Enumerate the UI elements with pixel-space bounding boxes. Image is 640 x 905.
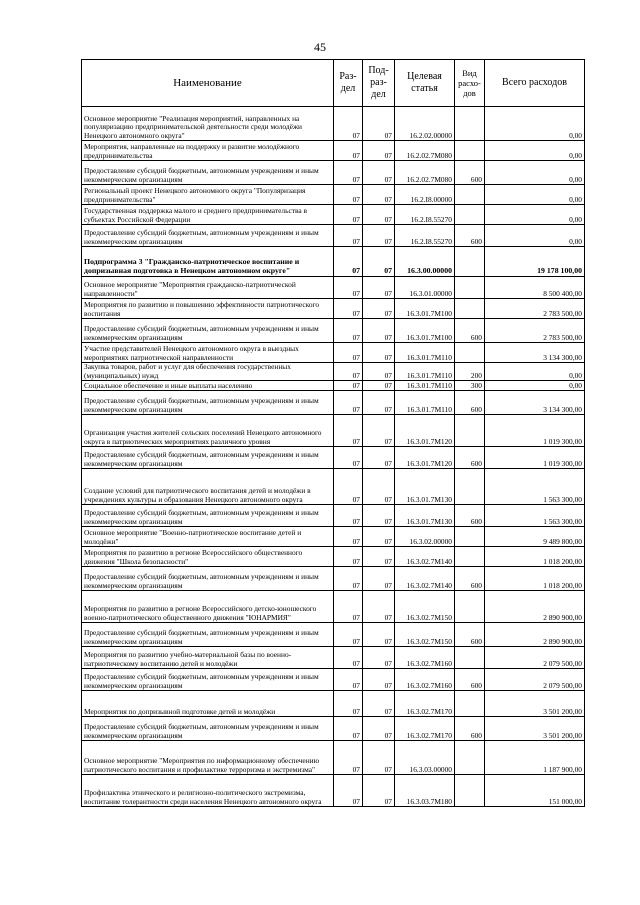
row-podrazdel: 07: [363, 225, 395, 247]
table-row: [82, 591, 585, 623]
row-podrazdel: 07: [363, 505, 395, 527]
row-code: 16.3.02.7М170: [395, 691, 455, 717]
row-name: Основное мероприятие "Реализация мероприятий, направленных на популяризацию предпринимательской деятельности среди молодёжи Ненецкого автономного округа": [82, 107, 334, 141]
row-name: Создание условий для патриотического воспитания детей и молодёжи в учреждениях культуры и образования Ненецкого автономного округа: [82, 469, 334, 505]
row-code: 16.3.02.00000: [395, 527, 455, 547]
row-vid: [455, 141, 485, 161]
row-vid: [455, 185, 485, 205]
header-vid-text: Вид расхо- дов: [458, 68, 481, 98]
table-row: [82, 381, 585, 391]
row-vid: 600: [455, 717, 485, 741]
row-name: Государственная поддержка малого и среднего предпринимательства в субъектах Российской Федерации: [82, 205, 334, 225]
row-podrazdel: 07: [363, 527, 395, 547]
row-podrazdel: 07: [363, 107, 395, 141]
row-vid: [455, 691, 485, 717]
table-row: [82, 363, 585, 381]
row-code: 16.3.03.7М180: [395, 775, 455, 807]
table-row: [82, 205, 585, 225]
row-vid: [455, 469, 485, 505]
header-podrazdel: [363, 60, 395, 107]
row-code: 16.2.02.7М080: [395, 161, 455, 185]
row-razdel: 07: [334, 741, 363, 775]
row-vid: 600: [455, 669, 485, 691]
row-sum: 2 783 500,00: [485, 299, 585, 319]
row-razdel: 07: [334, 669, 363, 691]
row-sum: 1 563 300,00: [485, 469, 585, 505]
row-razdel: 07: [334, 415, 363, 447]
row-vid: [455, 205, 485, 225]
row-name: Мероприятия по развитию в регионе Всероссийского общественного движения "Школа безопасности": [82, 547, 334, 567]
row-name: Мероприятия по развитию учебно-материальной базы по военно-патриотическому воспитанию детей и молодёжи: [82, 647, 334, 669]
row-podrazdel: 07: [363, 343, 395, 363]
row-sum: 0,00: [485, 185, 585, 205]
row-name: Предоставление субсидий бюджетным, автономным учреждениям и иным некоммерческим организациям: [82, 717, 334, 741]
row-code: 16.3.02.7М160: [395, 669, 455, 691]
row-code: 16.3.02.7М170: [395, 717, 455, 741]
row-razdel: 07: [334, 469, 363, 505]
row-code: 16.3.02.7М150: [395, 591, 455, 623]
row-vid: 600: [455, 391, 485, 415]
table-row: [82, 469, 585, 505]
row-podrazdel: 07: [363, 277, 395, 299]
row-code: 16.3.02.7М150: [395, 623, 455, 647]
row-razdel: 07: [334, 691, 363, 717]
table-row: [82, 691, 585, 717]
row-name: Предоставление субсидий бюджетным, автономным учреждениям и иным некоммерческим организациям: [82, 505, 334, 527]
row-vid: [455, 277, 485, 299]
row-code: 16.3.03.00000: [395, 741, 455, 775]
row-podrazdel: 07: [363, 775, 395, 807]
row-code: 16.3.01.7М110: [395, 381, 455, 391]
row-podrazdel: 07: [363, 647, 395, 669]
row-razdel: 07: [334, 363, 363, 381]
row-vid: [455, 775, 485, 807]
row-sum: 1 563 300,00: [485, 505, 585, 527]
row-razdel: 07: [334, 547, 363, 567]
header-razdel-text: Раз- дел: [339, 71, 357, 94]
row-razdel: 07: [334, 567, 363, 591]
row-name: Профилактика этнического и религиозно-политического экстремизма, воспитание толерантности среди населения Ненецкого автономного округа: [82, 775, 334, 807]
row-name: Социальное обеспечение и иные выплаты населению: [82, 381, 334, 391]
row-vid: [455, 591, 485, 623]
row-vid: [455, 247, 485, 277]
row-code: 16.2.02.00000: [395, 107, 455, 141]
header-total: Всего расходов: [485, 60, 585, 107]
row-sum: 1 187 900,00: [485, 741, 585, 775]
row-code: 16.2.I8.00000: [395, 185, 455, 205]
row-vid: 200: [455, 363, 485, 381]
row-vid: 300: [455, 381, 485, 391]
row-vid: [455, 415, 485, 447]
row-code: 16.3.01.7М110: [395, 391, 455, 415]
row-podrazdel: 07: [363, 623, 395, 647]
table-row: [82, 161, 585, 185]
row-code: 16.3.01.7М120: [395, 447, 455, 469]
table-row: [82, 567, 585, 591]
row-code: 16.3.00.00000: [395, 247, 455, 277]
row-sum: 2 079 500,00: [485, 647, 585, 669]
row-vid: [455, 343, 485, 363]
row-code: 16.3.01.7М130: [395, 505, 455, 527]
row-name: Предоставление субсидий бюджетным, автономным учреждениям и иным некоммерческим организациям: [82, 391, 334, 415]
table-header-row: [82, 60, 585, 107]
table-row: [82, 447, 585, 469]
table-row: [82, 669, 585, 691]
row-name: Участие представителей Ненецкого автономного округа в выездных мероприятиях патриотической направленности: [82, 343, 334, 363]
row-sum: 19 178 100,00: [485, 247, 585, 277]
row-razdel: 07: [334, 391, 363, 415]
row-podrazdel: 07: [363, 247, 395, 277]
row-razdel: 07: [334, 381, 363, 391]
row-code: 16.2.I8.55270: [395, 205, 455, 225]
row-name: Организация участия жителей сельских поселений Ненецкого автономного округа в патриотических мероприятиях различного уровня: [82, 415, 334, 447]
row-vid: [455, 107, 485, 141]
row-sum: 3 501 200,00: [485, 717, 585, 741]
table-row: [82, 319, 585, 343]
row-podrazdel: 07: [363, 669, 395, 691]
row-podrazdel: 07: [363, 381, 395, 391]
row-sum: 0,00: [485, 107, 585, 141]
row-vid: 600: [455, 567, 485, 591]
row-name: Региональный проект Ненецкого автономного округа "Популяризация предпринимательства": [82, 185, 334, 205]
row-sum: 0,00: [485, 161, 585, 185]
row-podrazdel: 07: [363, 161, 395, 185]
table-row: [82, 547, 585, 567]
table-row: [82, 107, 585, 141]
row-razdel: 07: [334, 247, 363, 277]
row-podrazdel: 07: [363, 567, 395, 591]
table-row: [82, 343, 585, 363]
row-vid: 600: [455, 319, 485, 343]
table-row: [82, 775, 585, 807]
row-name: Подпрограмма 3 "Гражданско-патриотическое воспитание и допризывная подготовка в Ненецком автономном округе": [82, 247, 334, 277]
row-podrazdel: 07: [363, 185, 395, 205]
row-sum: 2 079 500,00: [485, 669, 585, 691]
row-podrazdel: 07: [363, 717, 395, 741]
row-podrazdel: 07: [363, 547, 395, 567]
header-vid: [455, 60, 485, 107]
row-code: 16.3.01.7М100: [395, 299, 455, 319]
row-sum: 0,00: [485, 225, 585, 247]
row-name: Предоставление субсидий бюджетным, автономным учреждениям и иным некоммерческим организациям: [82, 225, 334, 247]
row-podrazdel: 07: [363, 447, 395, 469]
row-podrazdel: 07: [363, 415, 395, 447]
row-razdel: 07: [334, 277, 363, 299]
budget-table: [81, 59, 585, 807]
header-podrazdel-text: Под- раз- дел: [368, 65, 389, 100]
row-razdel: 07: [334, 319, 363, 343]
table-row: [82, 141, 585, 161]
table-row: [82, 299, 585, 319]
table-row: [82, 527, 585, 547]
table-row: [82, 185, 585, 205]
row-podrazdel: 07: [363, 363, 395, 381]
row-name: Предоставление субсидий бюджетным, автономным учреждениям и иным некоммерческим организациям: [82, 623, 334, 647]
row-razdel: 07: [334, 185, 363, 205]
row-code: 16.3.01.00000: [395, 277, 455, 299]
row-name: Мероприятия, направленные на поддержку и развитие молодёжного предпринимательства: [82, 141, 334, 161]
row-podrazdel: 07: [363, 391, 395, 415]
row-podrazdel: 07: [363, 691, 395, 717]
row-code: 16.3.01.7М110: [395, 363, 455, 381]
row-name: Предоставление субсидий бюджетным, автономным учреждениям и иным некоммерческим организациям: [82, 669, 334, 691]
row-sum: 0,00: [485, 205, 585, 225]
row-razdel: 07: [334, 623, 363, 647]
row-vid: 600: [455, 623, 485, 647]
table-row: [82, 415, 585, 447]
row-vid: 600: [455, 447, 485, 469]
row-sum: 1 018 200,00: [485, 547, 585, 567]
row-sum: 0,00: [485, 381, 585, 391]
row-vid: 600: [455, 505, 485, 527]
row-code: 16.2.02.7М080: [395, 141, 455, 161]
row-razdel: 07: [334, 205, 363, 225]
row-razdel: 07: [334, 447, 363, 469]
row-code: 16.3.01.7М130: [395, 469, 455, 505]
row-sum: 3 134 300,00: [485, 391, 585, 415]
row-vid: [455, 299, 485, 319]
row-razdel: 07: [334, 299, 363, 319]
row-vid: [455, 527, 485, 547]
table-row: [82, 623, 585, 647]
row-razdel: 07: [334, 225, 363, 247]
row-podrazdel: 07: [363, 469, 395, 505]
page-number: 45: [314, 40, 326, 54]
row-podrazdel: 07: [363, 299, 395, 319]
table-row: [82, 277, 585, 299]
row-name: Предоставление субсидий бюджетным, автономным учреждениям и иным некоммерческим организациям: [82, 319, 334, 343]
row-razdel: 07: [334, 591, 363, 623]
row-razdel: 07: [334, 647, 363, 669]
table-row: [82, 741, 585, 775]
row-code: 16.3.02.7М160: [395, 647, 455, 669]
row-code: 16.3.02.7М140: [395, 567, 455, 591]
row-sum: 0,00: [485, 141, 585, 161]
row-sum: 3 501 200,00: [485, 691, 585, 717]
row-name: Основное мероприятие "Мероприятия гражданско-патриотической направленности": [82, 277, 334, 299]
row-sum: 1 018 200,00: [485, 567, 585, 591]
row-podrazdel: 07: [363, 591, 395, 623]
row-name: Предоставление субсидий бюджетным, автономным учреждениям и иным некоммерческим организациям: [82, 447, 334, 469]
row-vid: 600: [455, 161, 485, 185]
row-code: 16.2.I8.55270: [395, 225, 455, 247]
row-sum: 8 500 400,00: [485, 277, 585, 299]
row-name: Основное мероприятие "Военно-патриотическое воспитание детей и молодёжи": [82, 527, 334, 547]
row-razdel: 07: [334, 505, 363, 527]
table-row: [82, 647, 585, 669]
header-name: Наименование: [82, 60, 334, 107]
row-name: Закупка товаров, работ и услуг для обеспечения государственных (муниципальных) нужд: [82, 363, 334, 381]
row-vid: 600: [455, 225, 485, 247]
row-name: Мероприятия по развитию в регионе Всероссийского детско-юношеского военно-патриотического общественного движения "ЮНАРМИЯ": [82, 591, 334, 623]
table-row: [82, 247, 585, 277]
row-code: 16.3.01.7М110: [395, 343, 455, 363]
row-podrazdel: 07: [363, 319, 395, 343]
row-code: 16.3.01.7М120: [395, 415, 455, 447]
row-name: Мероприятия по допризывной подготовке детей и молодёжи: [82, 691, 334, 717]
row-name: Предоставление субсидий бюджетным, автономным учреждениям и иным некоммерческим организациям: [82, 567, 334, 591]
row-code: 16.3.01.7М100: [395, 319, 455, 343]
row-sum: 151 000,00: [485, 775, 585, 807]
row-name: Предоставление субсидий бюджетным, автономным учреждениям и иным некоммерческим организациям: [82, 161, 334, 185]
row-razdel: 07: [334, 775, 363, 807]
row-sum: 3 134 300,00: [485, 343, 585, 363]
table-row: [82, 505, 585, 527]
row-sum: 2 783 500,00: [485, 319, 585, 343]
row-name: Основное мероприятие "Мероприятия по информационному обеспечению патриотического воспитания и профилактике терроризма и экстремизма": [82, 741, 334, 775]
row-podrazdel: 07: [363, 205, 395, 225]
row-razdel: 07: [334, 161, 363, 185]
row-name: Мероприятия по развитию и повышению эффективности патриотического воспитания: [82, 299, 334, 319]
row-code: 16.3.02.7М140: [395, 547, 455, 567]
table-row: [82, 717, 585, 741]
row-razdel: 07: [334, 343, 363, 363]
row-sum: 1 019 300,00: [485, 447, 585, 469]
row-sum: 9 489 800,00: [485, 527, 585, 547]
header-razdel: [334, 60, 363, 107]
row-podrazdel: 07: [363, 141, 395, 161]
row-razdel: 07: [334, 717, 363, 741]
table-row: [82, 391, 585, 415]
row-razdel: 07: [334, 527, 363, 547]
row-sum: 2 890 900,00: [485, 591, 585, 623]
row-vid: [455, 547, 485, 567]
row-sum: 1 019 300,00: [485, 415, 585, 447]
row-vid: [455, 741, 485, 775]
row-razdel: 07: [334, 107, 363, 141]
header-celevaya-text: Целевая статья: [407, 71, 442, 94]
header-celevaya: [395, 60, 455, 107]
table-row: [82, 225, 585, 247]
row-podrazdel: 07: [363, 741, 395, 775]
row-vid: [455, 647, 485, 669]
row-sum: 2 890 900,00: [485, 623, 585, 647]
row-razdel: 07: [334, 141, 363, 161]
row-sum: 0,00: [485, 363, 585, 381]
